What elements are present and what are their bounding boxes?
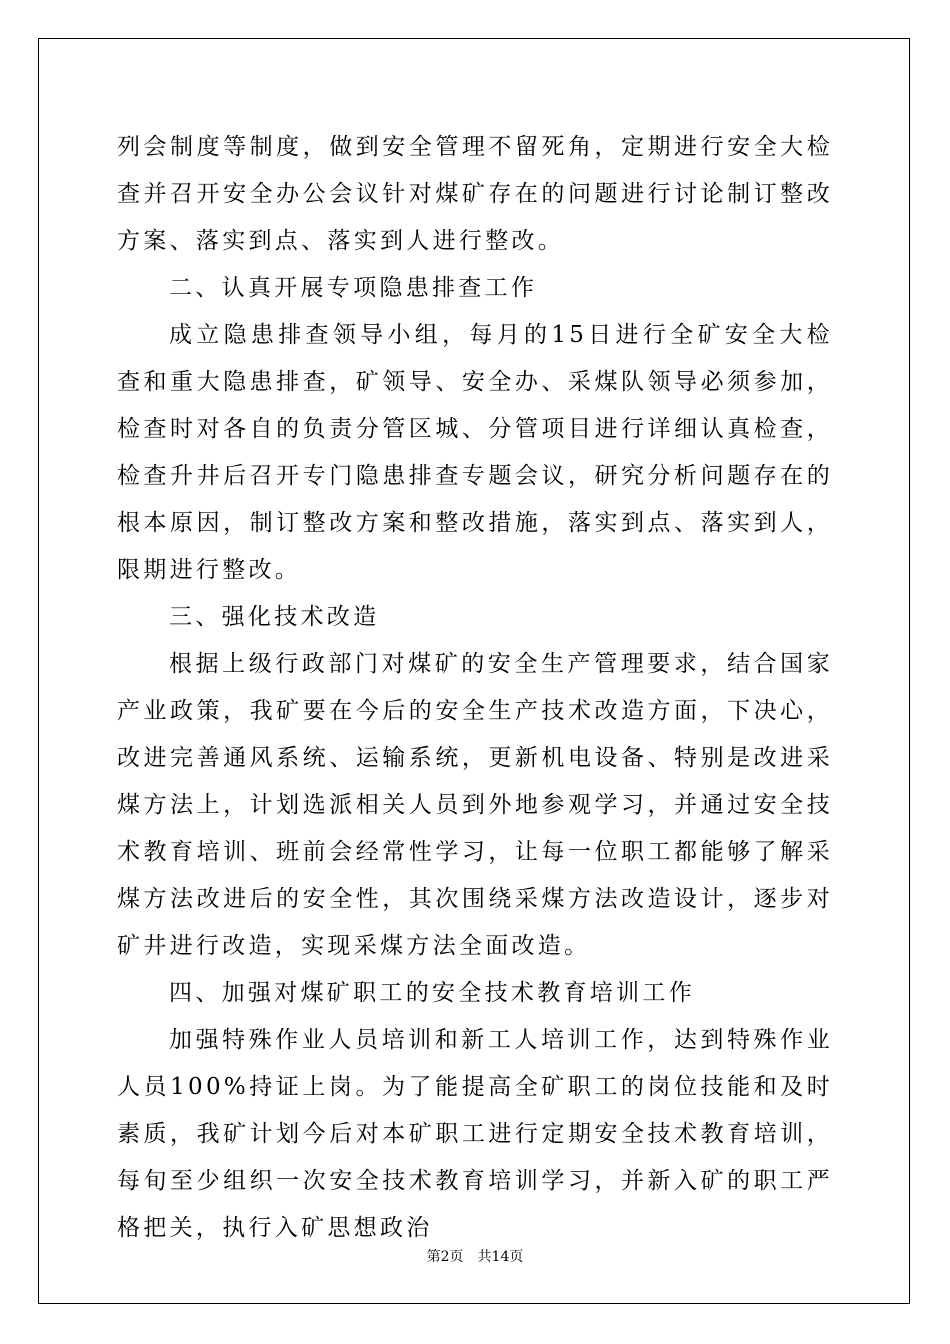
paragraph-safety-training: 加强特殊作业人员培训和新工人培训工作，达到特殊作业人员100%持证上岗。为了能提高全矿职工的岗位技能和及时素质，我矿计划今后对本矿职工进行定期安全技术教育培训，每旬至少组织一次安全技术教育培训学习，并新入矿的职工严格把关，执行入矿思想政治 — [117, 1027, 833, 1241]
section-heading-3: 三、强化技术改造 — [169, 604, 380, 630]
paragraph-continuation: 列会制度等制度，做到安全管理不留死角，定期进行安全大检查并召开安全办公会议针对煤矿存在的问题进行讨论制订整改方案、落实到点、落实到人进行整改。 — [117, 134, 833, 254]
document-body — [117, 124, 833, 1252]
paragraph-technical-upgrade: 根据上级行政部门对煤矿的安全生产管理要求，结合国家产业政策，我矿要在今后的安全生产技术改造方面，下决心，改进完善通风系统、运输系统，更新机电设备、特别是改进采煤方法上，计划选派相关人员到外地参观学习，并通过安全技术教育培训、班前会经常性学习，让每一位职工都能够了解采煤方法改进后的安全性，其次围绕采煤方法改造设计，逐步对矿井进行改造，实现采煤方法全面改造。 — [117, 651, 833, 959]
section-heading-4: 四、加强对煤矿职工的安全技术教育培训工作 — [169, 980, 695, 1006]
paragraph-hazard-inspection: 成立隐患排查领导小组，每月的15日进行全矿安全大检查和重大隐患排查，矿领导、安全办、采煤队领导必须参加，检查时对各自的负责分管区城、分管项目进行详细认真检查，检查升井后召开专门隐患排查专题会议，研究分析问题存在的根本原因，制订整改方案和整改措施，落实到点、落实到人，限期进行整改。 — [117, 322, 833, 583]
page-number-footer: 第2页 共14页 — [426, 1249, 524, 1265]
section-heading-2: 二、认真开展专项隐患排查工作 — [169, 275, 538, 301]
